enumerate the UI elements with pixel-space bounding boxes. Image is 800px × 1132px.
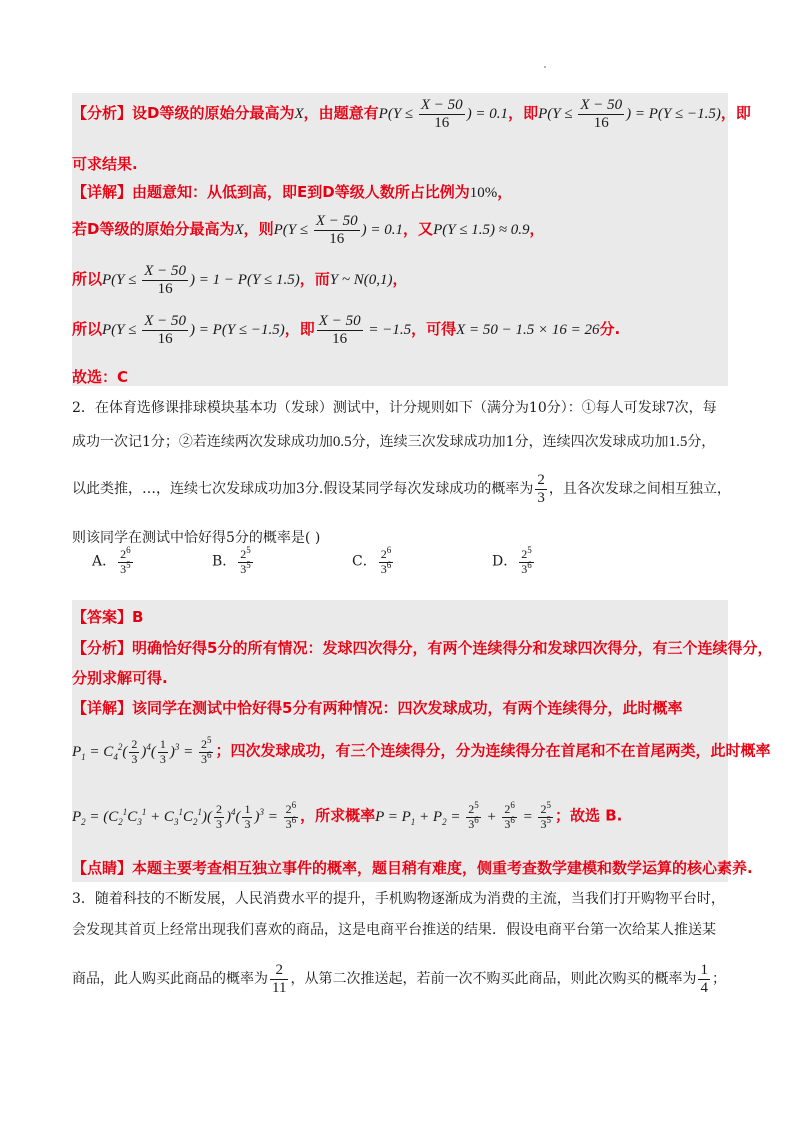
q1-choose: 故选：C xyxy=(72,368,129,386)
q2-stem-line-3: 以此类推，…，连续七次发球成功加3分.假设某同学每次发球成功的概率为 $\frac{2}{3}$ ，且各次发球之间相互独立， xyxy=(72,472,731,507)
q2-stem-line-2: 成功一次记1分；②若连续两次发球成功加0.5分，连续三次发球成功加1分，连续四次发球成功加1.5分， xyxy=(72,434,716,450)
q1-detail-line-1: 【详解】由题意知：从低到高，即E到D等级人数所占比例为10%， xyxy=(72,183,513,201)
q2-detail-line-3: $P_2 = (C_2^1C_3^1 + C_3^1C_2^1)$( $\frac{2}{3}$ )$^4$( $\frac{1}{3}$ )$^3$ = $\frac{2^6}{3^6}$ ，所求概率$P = P_1 + P_2$ = $\frac{2^5}{3^6}$ + $\frac{2^6}{3^6}$ = $\frac{2^5}{3^5}$ ；故选 B. xyxy=(72,800,623,831)
q2-option-c[interactable]: C． $\frac{2^6}{3^6}$ xyxy=(352,545,392,576)
q2-option-a[interactable]: A． $\frac{2^6}{3^5}$ xyxy=(92,545,131,576)
q1-analysis-line: 【分析】设D等级的原始分最高为X，由题意有P(Y ≤ $\frac{X - 50}{16}$ ) = 0.1，即P(Y ≤ $\frac{X - 50}{16}$ ) = P(Y ≤ −1.5)，即 xyxy=(72,97,751,132)
page-dot xyxy=(544,66,546,68)
q2-analysis-line-1: 【分析】明确恰好得5分的所有情况：发球四次得分，有两个连续得分和发球四次得分，有三个连续得分， xyxy=(72,639,773,657)
q3-stem-line-2: 会发现其首页上经常出现我们喜欢的商品，这是电商平台推送的结果．假设电商平台第一次给某人推送某 xyxy=(72,922,716,938)
q2-answer: 【答案】B xyxy=(72,608,144,626)
q1-detail-line-4: 所以P(Y ≤ $\frac{X - 50}{16}$ ) = P(Y ≤ −1.5)，即 $\frac{X - 50}{16}$ = −1.5，可得X = 50 − 1.5 × 16 = 26分. xyxy=(72,313,621,348)
q2-detail-line-2: $P_1 = C_4^2$( $\frac{2}{3}$ )$^4$( $\frac{1}{3}$ )$^3$ = $\frac{2^5}{3^6}$ ；四次发球成功，有三个连续得分，分为连续得分在首尾和不在首尾两类，此时概率 xyxy=(72,735,771,766)
q1-analysis-line-2: 可求结果. xyxy=(72,155,138,173)
q2-stem-line-4: 则该同学在测试中恰好得5分的概率是( ) xyxy=(72,530,321,546)
q2-detail-line-1: 【详解】该同学在测试中恰好得5分有两种情况：四次发球成功，有两个连续得分，此时概率 xyxy=(72,699,683,717)
q2-comment: 【点睛】本题主要考查相互独立事件的概率，题目稍有难度，侧重考查数学建模和数学运算的核心素养. xyxy=(72,859,753,877)
q2-stem-line-1: 2．在体育选修课排球模块基本功（发球）测试中，计分规则如下（满分为10分）：①每人可发球7次，每 xyxy=(72,400,717,416)
q1-detail-line-2: 若D等级的原始分最高为X，则P(Y ≤ $\frac{X - 50}{16}$ ) = 0.1，又P(Y ≤ 1.5) ≈ 0.9， xyxy=(72,213,545,248)
q2-analysis-line-2: 分别求解可得. xyxy=(72,669,168,687)
q1-detail-line-3: 所以P(Y ≤ $\frac{X - 50}{16}$ ) = 1 − P(Y ≤ 1.5)，而Y ~ N(0,1)， xyxy=(72,263,408,298)
q2-option-b[interactable]: B． $\frac{2^5}{3^5}$ xyxy=(212,545,251,576)
q3-stem-line-3: 商品，此人购买此商品的概率为 $\frac{2}{11}$ ，从第二次推送起，若前一次不购买此商品，则此次购买的概率为 $\frac{1}{4}$ ； xyxy=(72,962,726,997)
q2-option-d[interactable]: D． $\frac{2^5}{3^6}$ xyxy=(492,545,532,576)
q3-stem-line-1: 3．随着科技的不断发展，人民消费水平的提升，手机购物逐渐成为消费的主流，当我们打开购物平台时， xyxy=(72,891,725,907)
